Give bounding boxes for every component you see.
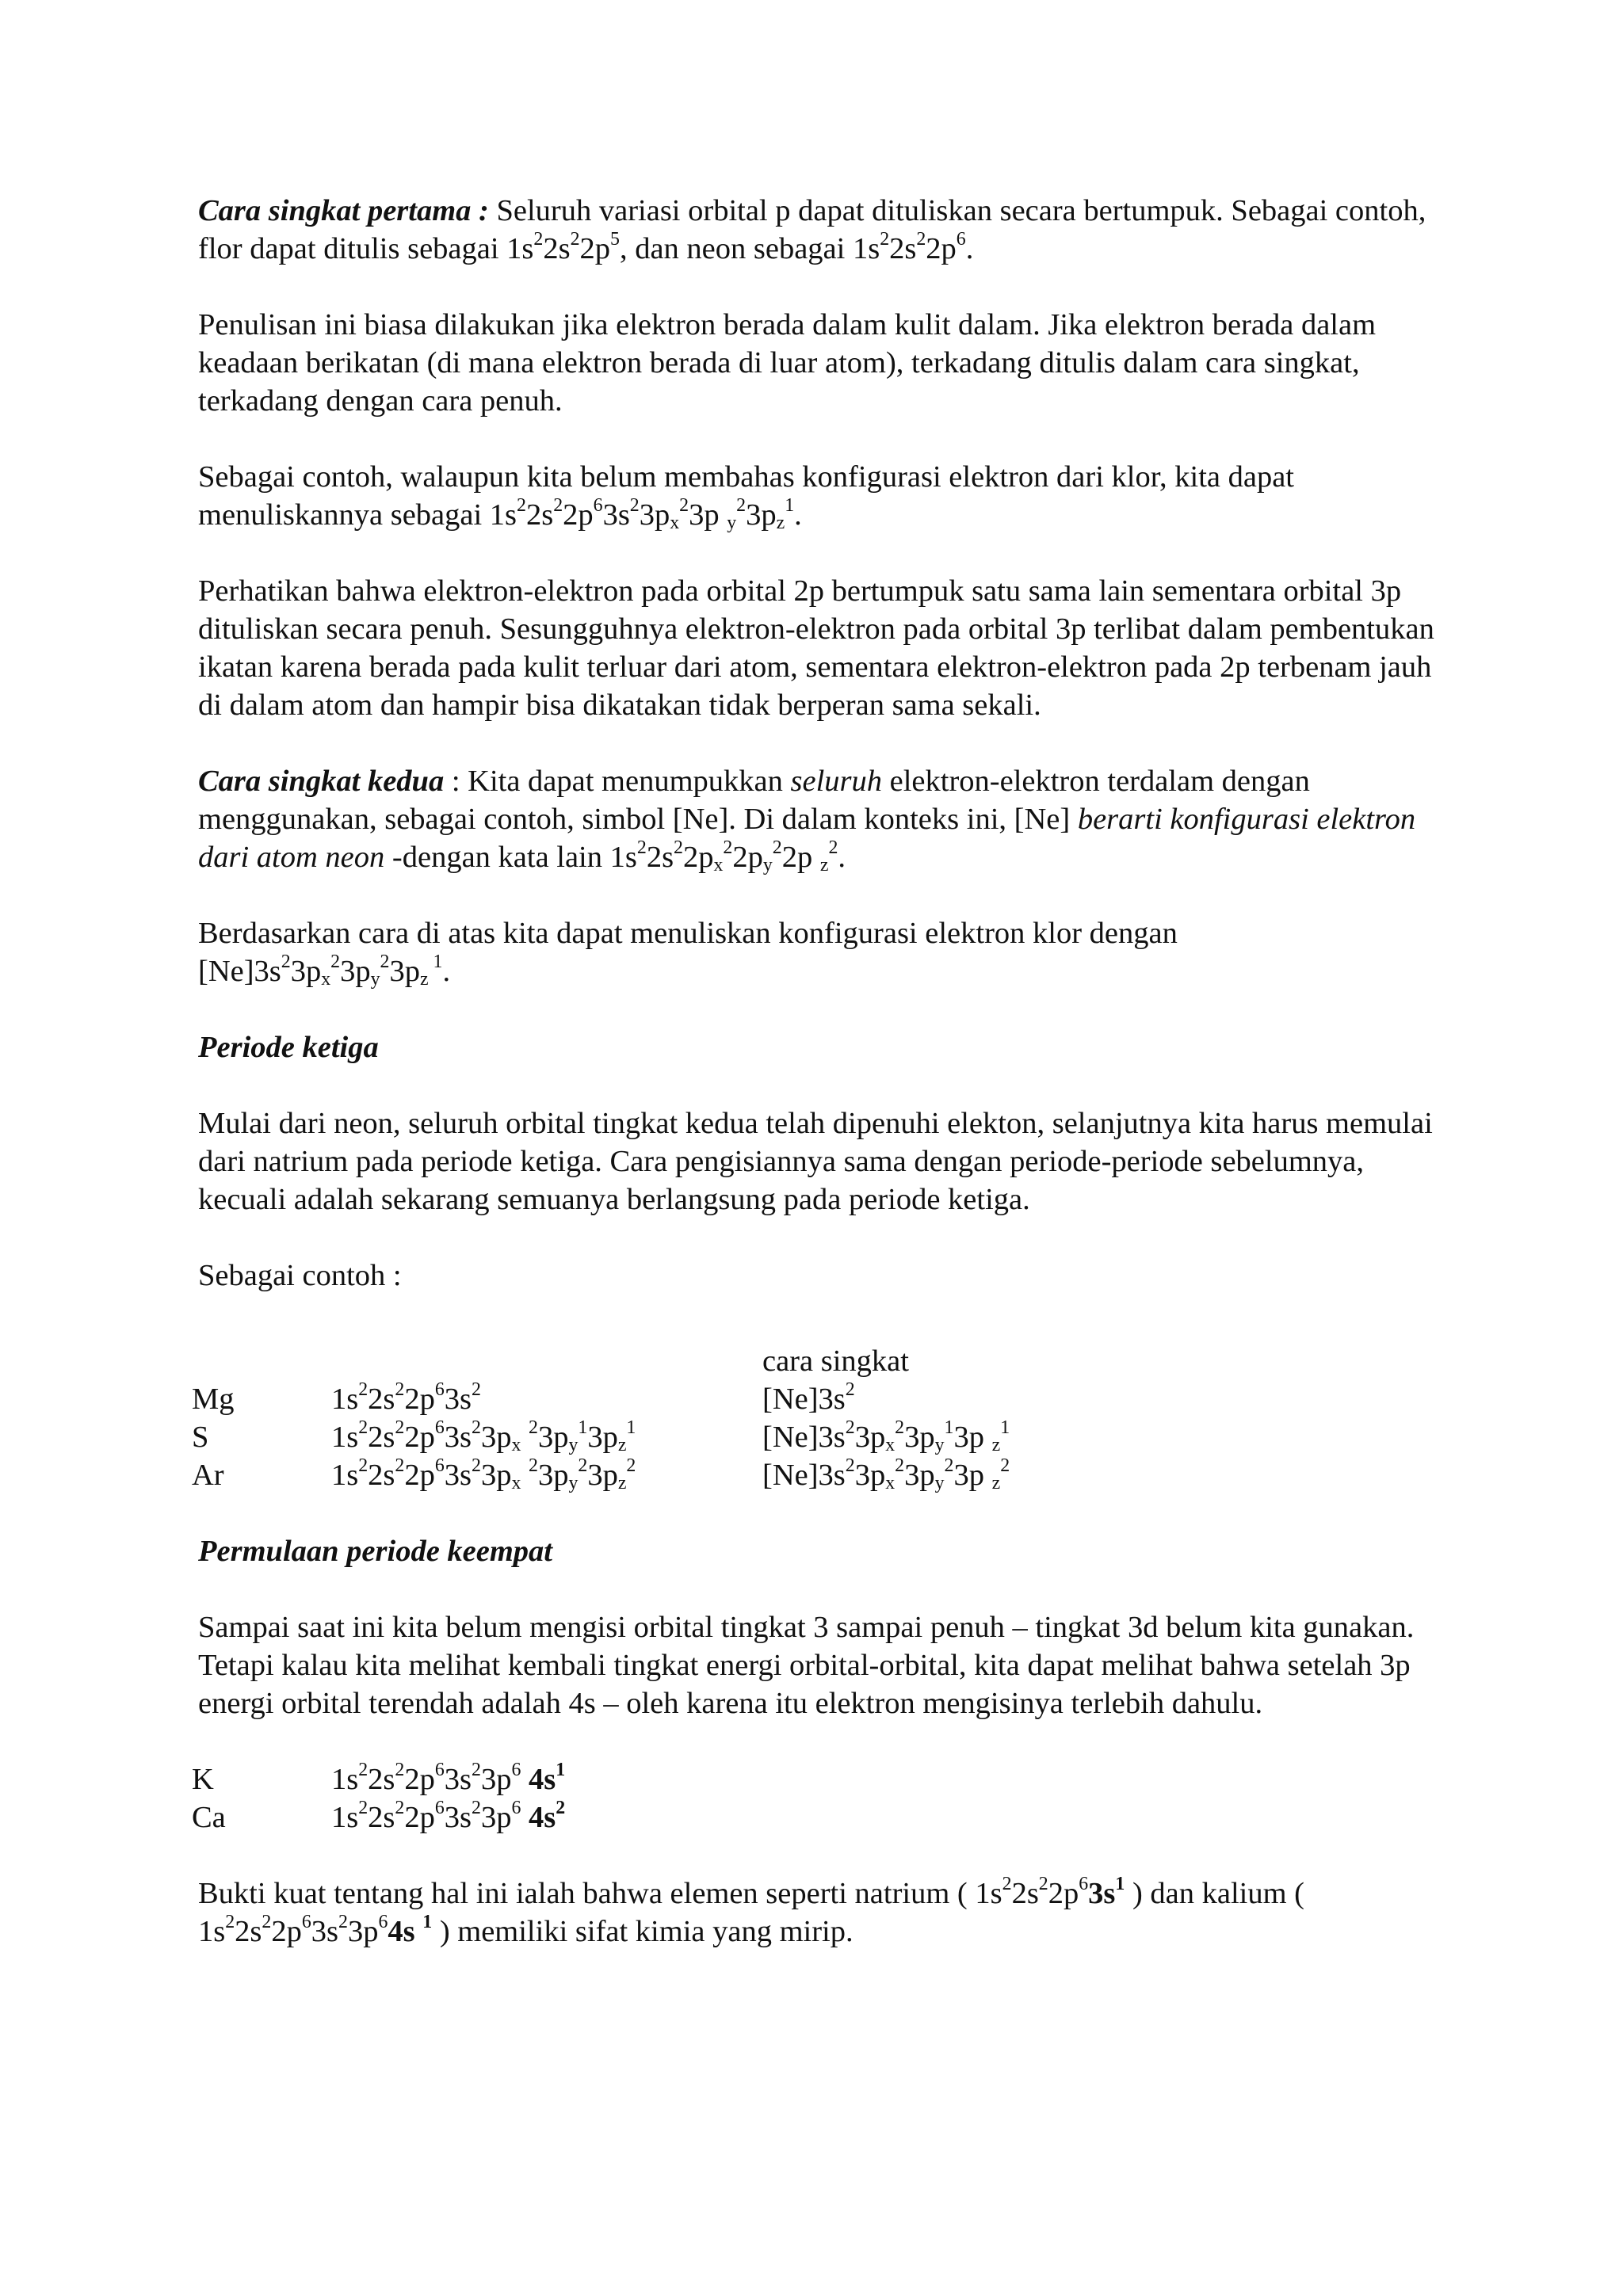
- paragraph-example-label: Sebagai contoh :: [198, 1259, 402, 1292]
- config-table-third-period: [192, 1342, 1434, 1494]
- table-row: [192, 1760, 762, 1798]
- paragraph-fourth-period: Sampai saat ini kita belum mengisi orbital tingkat 3 sampai penuh – tingkat 3d belum kita gunakan. Tetapi kalau kita melihat kembali tingkat energi orbital-orbital, kita dapat melihat bahwa setelah 3p energi orbital terendah adalah 4s – oleh karena itu elektron mengisinya terlebih dahulu.: [198, 1611, 1415, 1720]
- paragraph-inner-shell: Penulisan ini biasa dilakukan jika elektron berada dalam kulit dalam. Jika elektron berada dalam keadaan berikatan (di mana elektron berada di luar atom), terkadang ditulis dalam cara singkat, terkadang dengan cara penuh.: [198, 308, 1377, 418]
- element-symbol: Ar: [192, 1459, 224, 1492]
- table-row: [192, 1798, 762, 1836]
- table-row: [192, 1456, 1159, 1494]
- table-row: [192, 1418, 1159, 1456]
- full-config: $1s^22s^22p^63s^23p_x$ $^23p_y^23p_z^2$: [331, 1455, 636, 1493]
- element-symbol: Ca: [192, 1801, 226, 1834]
- short-config: $[Ne]3s^23p_x^23p_y^23p$ $_z^2$: [762, 1455, 1010, 1493]
- document-content: [192, 192, 1434, 1989]
- heading-short-notation-second: Cara singkat kedua: [198, 765, 445, 798]
- paragraph-chlorine-example: Sebagai contoh, walaupun kita belum membahas konfigurasi elektron dari klor, kita dapat menuliskannya sebagai $1s^22s^22p^63s^23p_x^23p$ $_y^23p_z^1$.: [198, 460, 1294, 533]
- paragraph-chlorine-short: Berdasarkan cara di atas kita dapat menuliskan konfigurasi elektron klor dengan $[Ne]3s^23p_x^23p_y^23p_z$ $^1$.: [198, 917, 1178, 990]
- full-config: $1s^22s^22p^63s^23p_x$ $^23p_y^13p_z^1$: [331, 1417, 636, 1455]
- paragraph-short-notation-first: Cara singkat pertama : Seluruh variasi orbital p dapat dituliskan secara bertumpuk. Sebagai contoh, flor dapat ditulis sebagai $1s^22s^22p^5$, dan neon sebagai $1s^22s^22p^6$.: [198, 194, 1426, 265]
- short-config: $[Ne]3s^23p_x^23p_y^13p$ $_z^1$: [762, 1417, 1010, 1455]
- paragraph-third-period: Mulai dari neon, seluruh orbital tingkat kedua telah dipenuhi elekton, selanjutnya kita harus memulai dari natrium pada periode ketiga. Cara pengisiannya sama dengan periode-periode sebelumnya, kecuali adalah sekarang semuanya berlangsung pada periode ketiga.: [198, 1107, 1433, 1216]
- heading-short-notation-first: Cara singkat pertama :: [198, 194, 489, 227]
- element-symbol: S: [192, 1421, 209, 1454]
- heading-third-period: Periode ketiga: [198, 1031, 379, 1064]
- element-symbol: Mg: [192, 1383, 235, 1416]
- table-row: [192, 1380, 1159, 1418]
- paragraph-orbital-note: Perhatikan bahwa elektron-elektron pada orbital 2p bertumpuk satu sama lain sementara orbital 3p dituliskan secara penuh. Sesungguhnya elektron-elektron pada orbital 3p terlibat dalam pembentukan ikatan karena berada pada kulit terluar dari atom, sementara elektron-elektron pada 2p terbenam jauh di dalam atom dan hampir bisa dikatakan tidak berperan sama sekali.: [198, 574, 1434, 722]
- full-config: $1s^22s^22p^63s^23p^6$ $4s^1$: [331, 1759, 566, 1796]
- config-table-fourth-period: [192, 1759, 1434, 1836]
- table-header-row: [192, 1342, 1159, 1380]
- header-short-notation: cara singkat: [762, 1344, 909, 1378]
- paragraph-evidence: Bukti kuat tentang hal ini ialah bahwa elemen seperti natrium ( $1s^22s^22p^63s^1$ ) dan kalium ( $1s^22s^22p^63s^23p^64s$ $^1$ ) memiliki sifat kimia yang mirip.: [198, 1873, 1305, 1948]
- full-config: $1s^22s^22p^63s^2$: [331, 1379, 481, 1416]
- heading-fourth-period: Permulaan periode keempat: [198, 1535, 552, 1568]
- full-config: $1s^22s^22p^63s^23p^6$ $4s^2$: [331, 1797, 566, 1834]
- element-symbol: K: [192, 1763, 214, 1796]
- paragraph-short-notation-second: Cara singkat kedua : Kita dapat menumpukkan seluruh elektron-elektron terdalam dengan menggunakan, sebagai contoh, simbol [Ne]. Di dalam konteks ini, [Ne] berarti konfigurasi elektron dari atom neon -dengan kata lain $1s^22s^22p_x^22p_y^22p$ $_z^2$.: [198, 765, 1416, 875]
- short-config: $[Ne]3s^2$: [762, 1379, 855, 1416]
